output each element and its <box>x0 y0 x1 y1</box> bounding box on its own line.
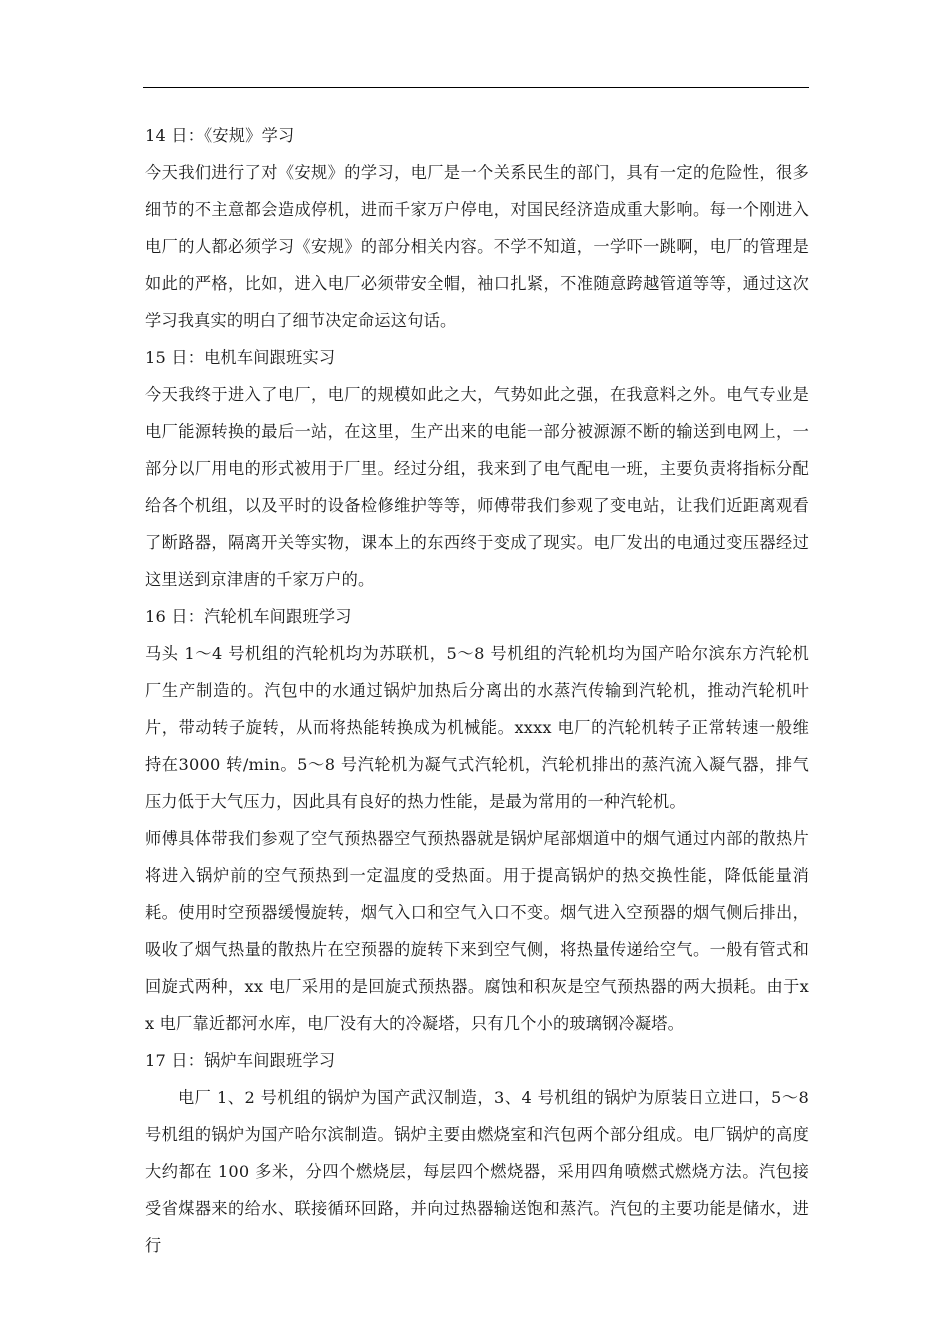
section-paragraph-17: 电厂 1、2 号机组的锅炉为国产武汉制造，3、4 号机组的锅炉为原装日立进口，5～8号机组的锅炉为国产哈尔滨制造。锅炉主要由燃烧室和汽包两个部分组成。电厂锅炉的高度大约都在 100 多米，分四个燃烧层，每层四个燃烧器，采用四角喷燃式燃烧方法。汽包接受省煤器来的给水、联接循环回路，并向过热器输送饱和蒸汽。汽包的主要功能是储水，进行 <box>145 1088 809 1255</box>
section-heading-15: 15 日：电机车间跟班实习 <box>145 348 336 367</box>
section-paragraph-15: 今天我终于进入了电厂，电厂的规模如此之大，气势如此之强，在我意料之外。电气专业是电厂能源转换的最后一站，在这里，生产出来的电能一部分被源源不断的输送到电网上，一部分以厂用电的形式被用于厂里。经过分组，我来到了电气配电一班，主要负责将指标分配给各个机组，以及平时的设备检修维护等等，师傅带我们参观了变电站，让我们近距离观看了断路器，隔离开关等实物，课本上的东西终于变成了现实。电厂发出的电通过变压器经过这里送到京津唐的千家万户的。 <box>145 385 809 589</box>
section-heading-17: 17 日：锅炉车间跟班学习 <box>145 1051 336 1070</box>
section-paragraph-16-a: 马头 1～4 号机组的汽轮机均为苏联机，5～8 号机组的汽轮机均为国产哈尔滨东方汽轮机厂生产制造的。汽包中的水通过锅炉加热后分离出的水蒸汽传输到汽轮机，推动汽轮机叶片，带动转子旋转，从而将热能转换成为机械能。xxxx 电厂的汽轮机转子正常转速一般维持在3000 转/min。5～8 号汽轮机为凝气式汽轮机，汽轮机排出的蒸汽流入凝气器，排气压力低于大气压力，因此具有良好的热力性能，是最为常用的一种汽轮机。 <box>145 644 809 811</box>
header-rule <box>143 87 809 88</box>
section-paragraph-16-b: 师傅具体带我们参观了空气预热器空气预热器就是锅炉尾部烟道中的烟气通过内部的散热片将进入锅炉前的空气预热到一定温度的受热面。用于提高锅炉的热交换性能，降低能量消耗。使用时空预器缓慢旋转，烟气入口和空气入口不变。烟气进入空预器的烟气侧后排出，吸收了烟气热量的散热片在空预器的旋转下来到空气侧，将热量传递给空气。一般有管式和回旋式两种，xx 电厂采用的是回旋式预热器。腐蚀和积灰是空气预热器的两大损耗。由于xx 电厂靠近都河水库，电厂没有大的冷凝塔，只有几个小的玻璃钢冷凝塔。 <box>145 829 809 1033</box>
section-paragraph-14: 今天我们进行了对《安规》的学习，电厂是一个关系民生的部门，具有一定的危险性，很多细节的不主意都会造成停机，进而千家万户停电，对国民经济造成重大影响。每一个刚进入电厂的人都必须学习《安规》的部分相关内容。不学不知道，一学吓一跳啊，电厂的管理是如此的严格，比如，进入电厂必须带安全帽，袖口扎紧，不准随意跨越管道等等，通过这次学习我真实的明白了细节决定命运这句话。 <box>145 163 809 330</box>
section-heading-14: 14 日：《安规》学习 <box>145 126 295 145</box>
section-heading-16: 16 日：汽轮机车间跟班学习 <box>145 607 352 626</box>
document-body <box>145 117 809 1264</box>
